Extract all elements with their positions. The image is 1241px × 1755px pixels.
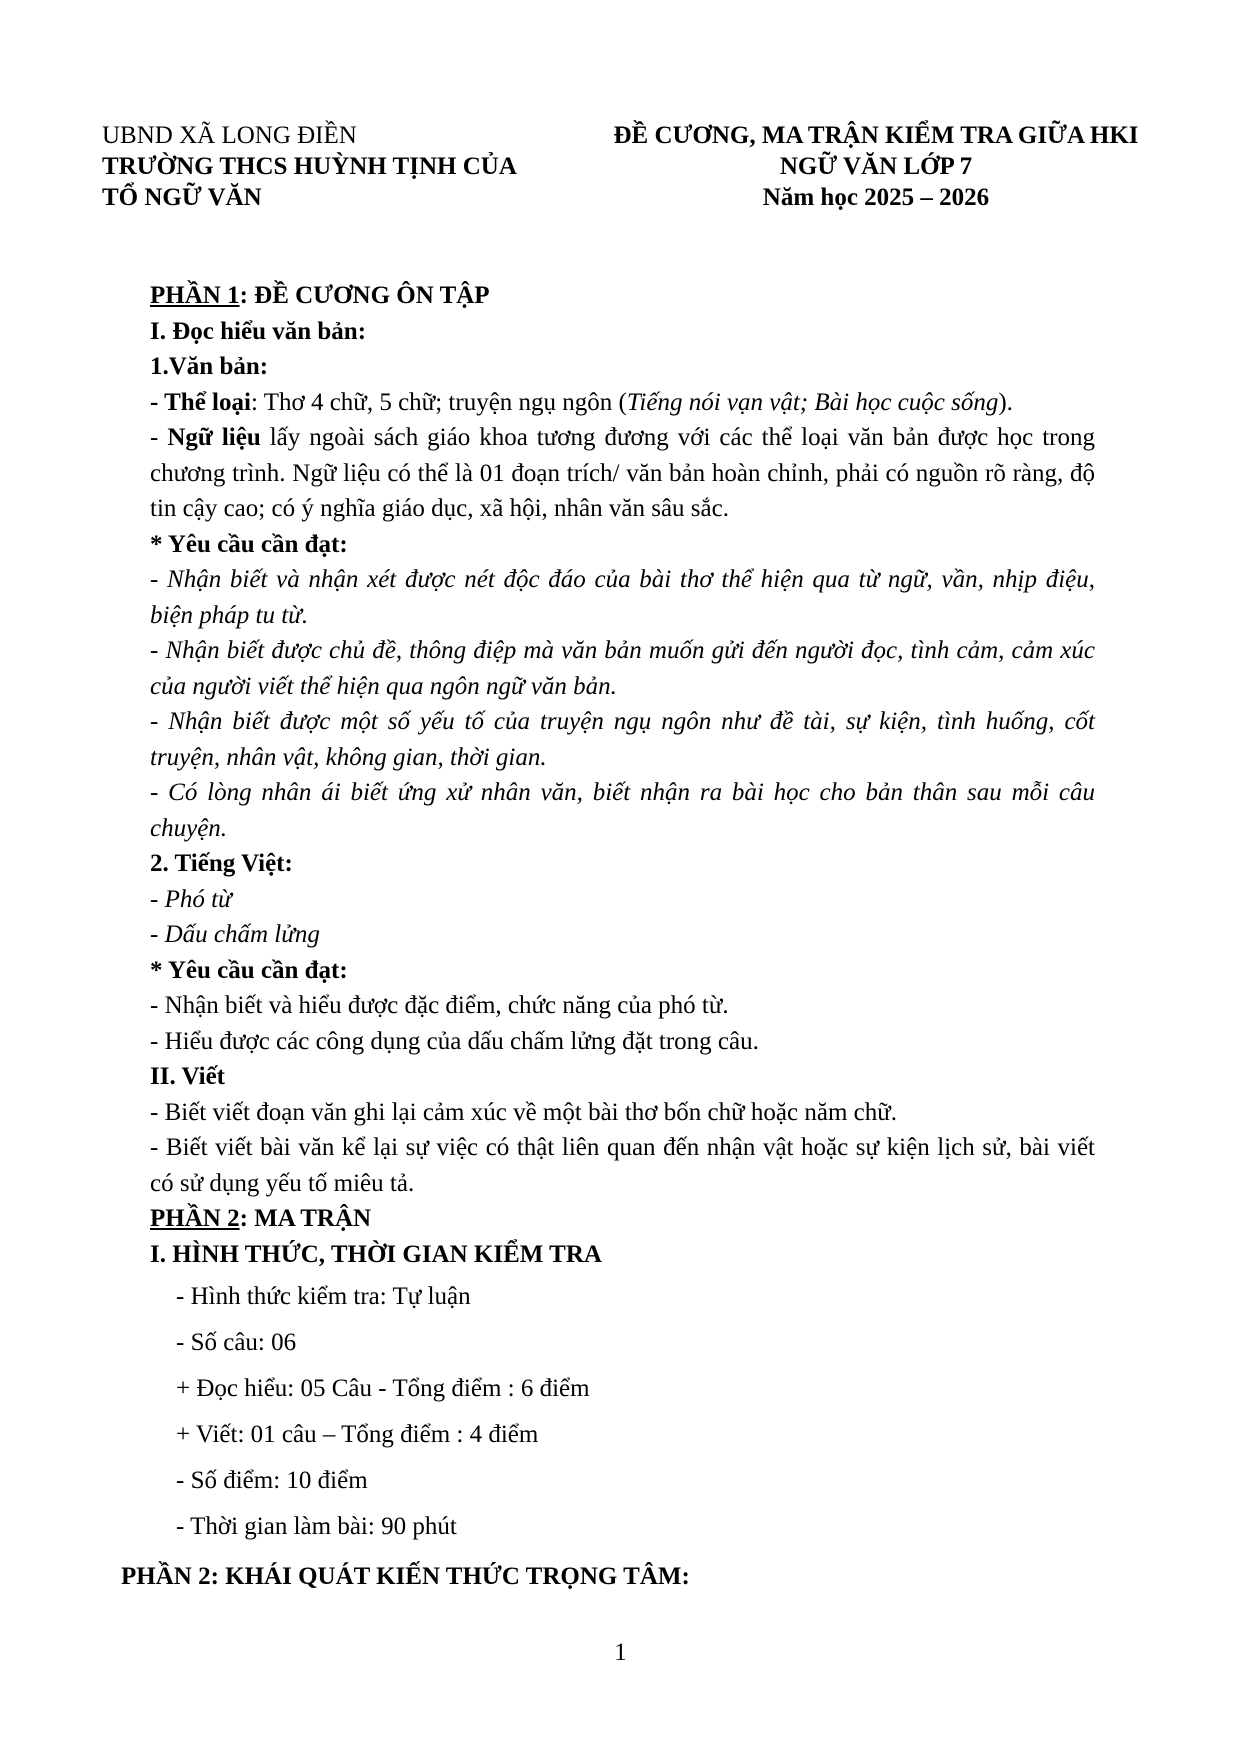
school-year: Năm học 2025 – 2026 [762,184,990,211]
school-name: TRƯỜNG THCS HUỲNH TỊNH CỦA [102,153,517,180]
requirement-item: - Nhận biết và nhận xét được nét độc đáo của bài thơ thể hiện qua từ ngữ, vần, nhịp điệu, biện pháp tu từ. [150,566,1095,629]
key-knowledge-heading: PHẦN 2: KHÁI QUÁT KIẾN THỨC TRỌNG TÂM: [121,1563,690,1590]
writing-item: - Biết viết đoạn văn ghi lại cảm xúc về một bài thơ bốn chữ hoặc năm chữ. [150,1098,898,1126]
exam-format-item: - Hình thức kiểm tra: Tự luận [176,1283,471,1310]
requirements-heading-1: * Yêu cầu cần đạt: [150,530,348,558]
vietnamese-heading: 2. Tiếng Việt: [150,850,293,877]
exam-format-item: - Thời gian làm bài: 90 phút [176,1513,457,1540]
grammar-item: - Dấu chấm lửng [150,921,320,948]
part1-title: : ĐỀ CƯƠNG ÔN TẬP [239,282,490,309]
exam-format-item: + Viết: 01 câu – Tổng điểm : 4 điểm [176,1421,539,1448]
material-text: lấy ngoài sách giáo khoa tương đương với các thể loại văn bản được học trong chương trình. Ngữ liệu có thể là 01 đoạn trích/ văn bản hoàn chỉnh, phải có nguồn rõ ràng, độ tin cậy cao; có ý nghĩa giáo dục, xã hội, nhân văn sâu sắc. [150,424,1095,522]
genre-text: : Thơ 4 chữ, 5 chữ; truyện ngụ ngôn ( [250,388,627,416]
document-title: ĐỀ CƯƠNG, MA TRẬN KIỂM TRA GIỮA HKI [613,122,1139,149]
material-prefix: - [150,424,168,451]
requirement-item: - Nhận biết được chủ đề, thông điệp mà văn bản muốn gửi đến người đọc, tình cảm, cảm xúc của người viết thể hiện qua ngôn ngữ văn bản. [150,637,1095,700]
requirement-item: - Nhận biết và hiểu được đặc điểm, chức năng của phó từ. [150,992,729,1019]
genre-line [150,385,1095,421]
reading-heading: I. Đọc hiểu văn bản: [150,317,367,345]
writing-heading: II. Viết [150,1063,225,1090]
subject-grade: NGỮ VĂN LỚP 7 [779,153,973,180]
page-number: 1 [614,1639,627,1666]
requirements-heading-2: * Yêu cầu cần đạt: [150,956,348,984]
part1-label: PHẦN 1 [150,282,240,309]
part2-label: PHẦN 2 [150,1205,240,1232]
department-name: TỔ NGỮ VĂN [102,184,262,211]
school-district: UBND XÃ LONG ĐIỀN [102,122,357,149]
requirement-item: - Hiểu được các công dụng của dấu chấm lửng đặt trong câu. [150,1027,759,1055]
exam-format-heading: I. HÌNH THỨC, THỜI GIAN KIỂM TRA [150,1240,602,1268]
part2-heading [150,1201,1095,1237]
material-paragraph [150,420,1095,527]
grammar-item: - Phó từ [150,885,232,913]
exam-format-item: - Số câu: 06 [176,1329,297,1356]
text-subheading: 1.Văn bản: [150,353,269,380]
genre-examples: Tiếng nói vạn vật; Bài học cuộc sống [626,388,999,416]
writing-item: - Biết viết bài văn kể lại sự việc có thật liên quan đến nhận vật hoặc sự kiện lịch sử, bài viết có sử dụng yếu tố miêu tả. [150,1134,1095,1197]
requirement-item: - Nhận biết được một số yếu tố của truyện ngụ ngôn như đề tài, sự kiện, tình huống, cốt truyện, nhân vật, không gian, thời gian. [150,708,1095,771]
exam-format-item: + Đọc hiểu: 05 Câu - Tổng điểm : 6 điểm [176,1375,590,1402]
requirement-item: - Có lòng nhân ái biết ứng xử nhân văn, biết nhận ra bài học cho bản thân sau mỗi câu chuyện. [150,779,1095,842]
genre-end: ). [998,388,1013,416]
material-label: Ngữ liệu [167,424,261,451]
part1-heading [150,278,1095,314]
genre-label: - Thể loại [150,388,251,416]
part1-section [150,278,1095,1272]
part2-title: : MA TRẬN [239,1205,372,1232]
exam-format-item: - Số điểm: 10 điểm [176,1467,368,1494]
